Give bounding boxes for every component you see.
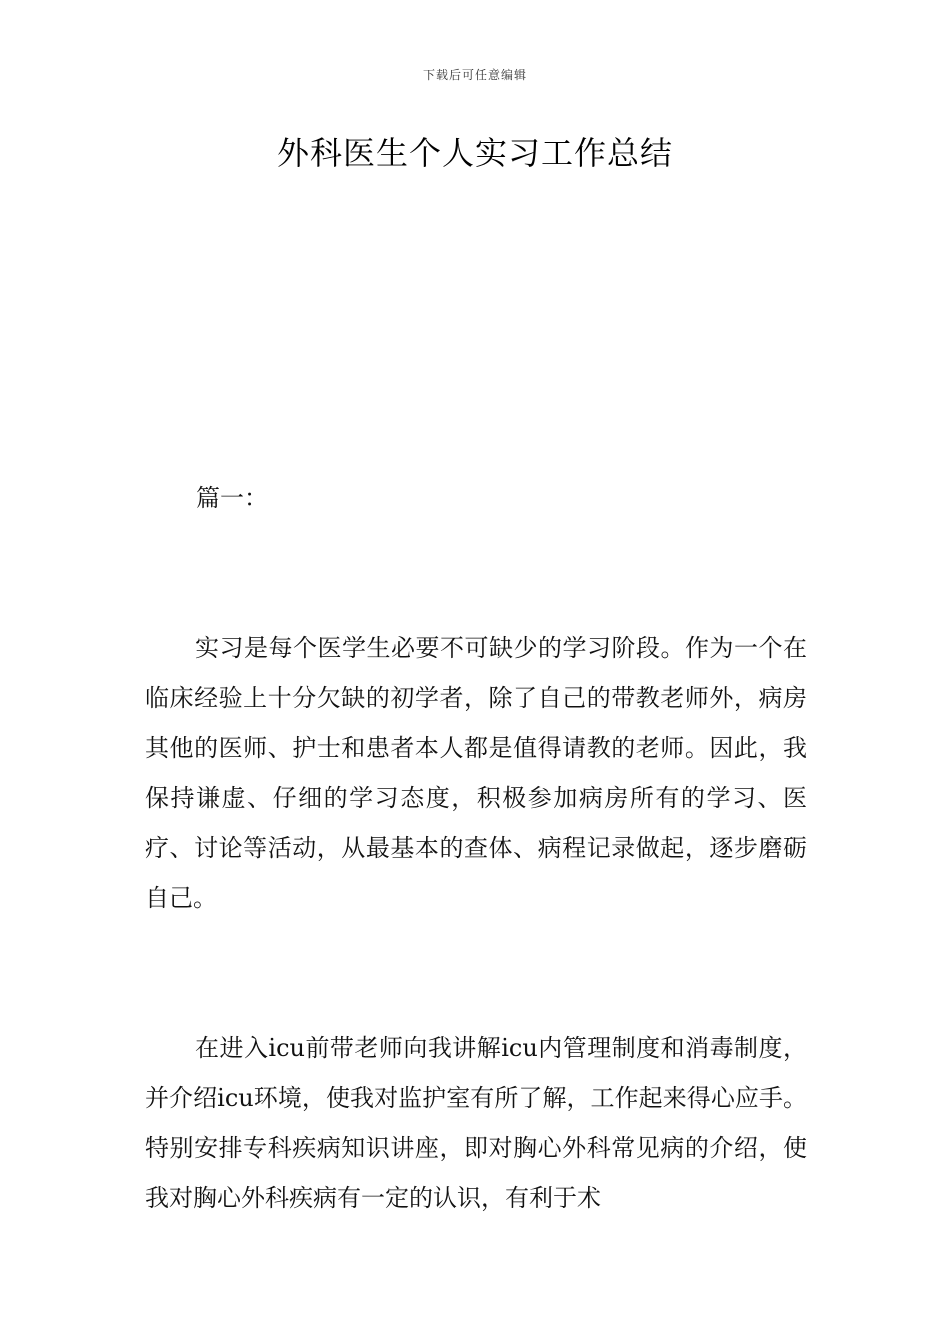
body-paragraph-1: 实习是每个医学生必要不可缺少的学习阶段。作为一个在临床经验上十分欠缺的初学者，除了自己的带教老师外，病房其他的医师、护士和患者本人都是值得请教的老师。因此，我保持谦虚、仔细的学习态度，积极参加病房所有的学习、医疗、讨论等活动，从最基本的查体、病程记录做起，逐步磨砺自己。 xyxy=(145,634,807,912)
document-title: 外科医生个人实习工作总结 xyxy=(276,134,673,172)
header-note: 下载后可任意编辑 xyxy=(422,68,527,82)
section-label: 篇一： xyxy=(196,484,268,512)
body-paragraph-2: 在进入icu前带老师向我讲解icu内管理制度和消毒制度，并介绍icu环境，使我对监护室有所了解，工作起来得心应手。特别安排专科疾病知识讲座，即对胸心外科常见病的介绍，使我对胸心外科疾病有一定的认识，有利于术 xyxy=(145,1034,807,1212)
